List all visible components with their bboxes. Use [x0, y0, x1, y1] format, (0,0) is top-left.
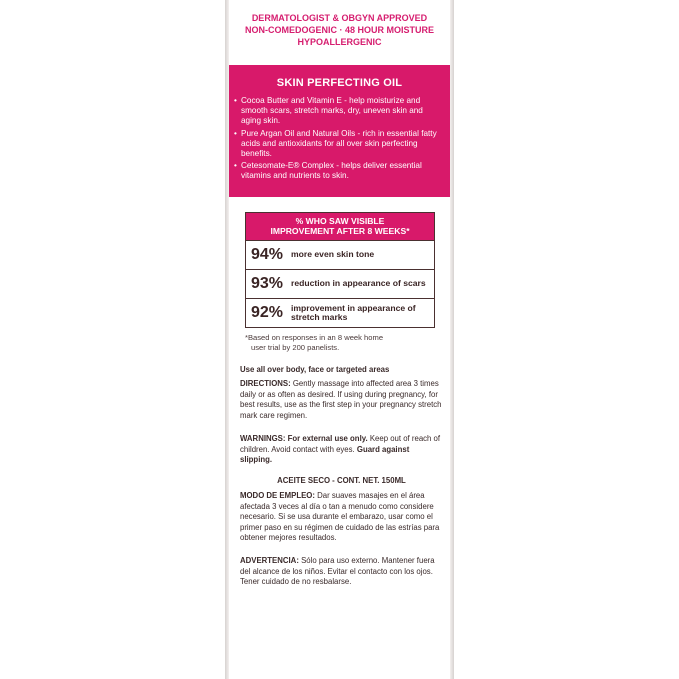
usage-headline-text: Use all over body, face or targeted areas — [240, 365, 390, 374]
advertencia-label: ADVERTENCIA: — [240, 556, 299, 565]
result-percent: 93% — [251, 275, 284, 292]
product-title: SKIN PERFECTING OIL — [276, 77, 403, 89]
footnote-line-2: user trial by 200 panelists. — [251, 342, 340, 352]
benefits-list — [229, 96, 450, 182]
warnings-label: WARNINGS: For external use only. — [240, 434, 368, 443]
benefits-box — [229, 65, 450, 197]
modo-label: MODO DE EMPLEO: — [240, 491, 315, 500]
footnote-line-1: *Based on responses in an 8 week home — [245, 333, 384, 342]
result-row — [246, 240, 434, 269]
benefit-item: • Cocoa Butter and Vitamin E - help moisturize and smooth scars, stretch marks, dry, uneven skin and aging skin. — [241, 96, 444, 127]
benefit-item: • Cetesomate-E® Complex - helps deliver essential vitamins and nutrients to skin. — [241, 161, 444, 181]
directions-label: DIRECTIONS: — [240, 379, 291, 388]
benefit-item: • Pure Argan Oil and Natural Oils - rich in essential fatty acids and antioxidants for all over skin perfecting benefits. — [241, 129, 444, 160]
warnings-bold-end: Guard against slipping. — [240, 444, 410, 464]
directions-paragraph — [240, 379, 443, 421]
advertencia-text: Sólo para uso externo. Mantener fuera del alcance de los niños. Evitar el contacto con los ojos. Tener cuidado de no resbalarse. — [240, 556, 435, 586]
claims-block — [229, 12, 450, 48]
warnings-text: Keep out of reach of children. Avoid contact with eyes. — [240, 434, 441, 454]
usage-headline — [240, 365, 443, 376]
result-row — [246, 269, 434, 298]
warnings-paragraph — [240, 434, 443, 466]
results-table — [245, 212, 435, 328]
claim-line-2: NON-COMEDOGENIC · 48 HOUR MOISTURE — [244, 25, 434, 35]
advertencia-paragraph — [240, 556, 443, 588]
result-percent: 92% — [251, 304, 284, 321]
claim-line-1: DERMATOLOGIST & OBGYN APPROVED — [251, 13, 428, 23]
directions-text: Gently massage into affected area 3 times daily or as often as desired. If using during pregnancy, for best results, use as the first step in your pregnancy stretch mark care regimen. — [240, 379, 442, 420]
results-heading — [246, 213, 434, 240]
modo-paragraph — [240, 491, 443, 544]
package-side-panel — [229, 0, 450, 679]
spanish-headline — [240, 476, 443, 487]
result-percent: 94% — [251, 246, 284, 263]
result-text: improvement in appearance of stretch marks — [291, 302, 416, 322]
result-text: more even skin tone — [291, 249, 375, 260]
results-heading-line-2: IMPROVEMENT AFTER 8 WEEKS* — [270, 226, 410, 236]
result-row — [246, 298, 434, 327]
results-footnote — [245, 333, 435, 352]
spanish-headline-text: ACEITE SECO - CONT. NET. 150ML — [277, 476, 406, 485]
claim-line-3: HYPOALLERGENIC — [297, 37, 382, 47]
result-text: reduction in appearance of scars — [291, 278, 426, 289]
modo-text: Dar suaves masajes en el área afectada 3 veces al día o tan a menudo como considere necesario. Si se usa durante el embarazo, usar como el primer paso en su régimen de cuidado de las estrías para obtener mejores resultados. — [240, 491, 440, 542]
results-heading-line-1: % WHO SAW VISIBLE — [295, 216, 385, 226]
box-edge-right — [450, 0, 454, 679]
